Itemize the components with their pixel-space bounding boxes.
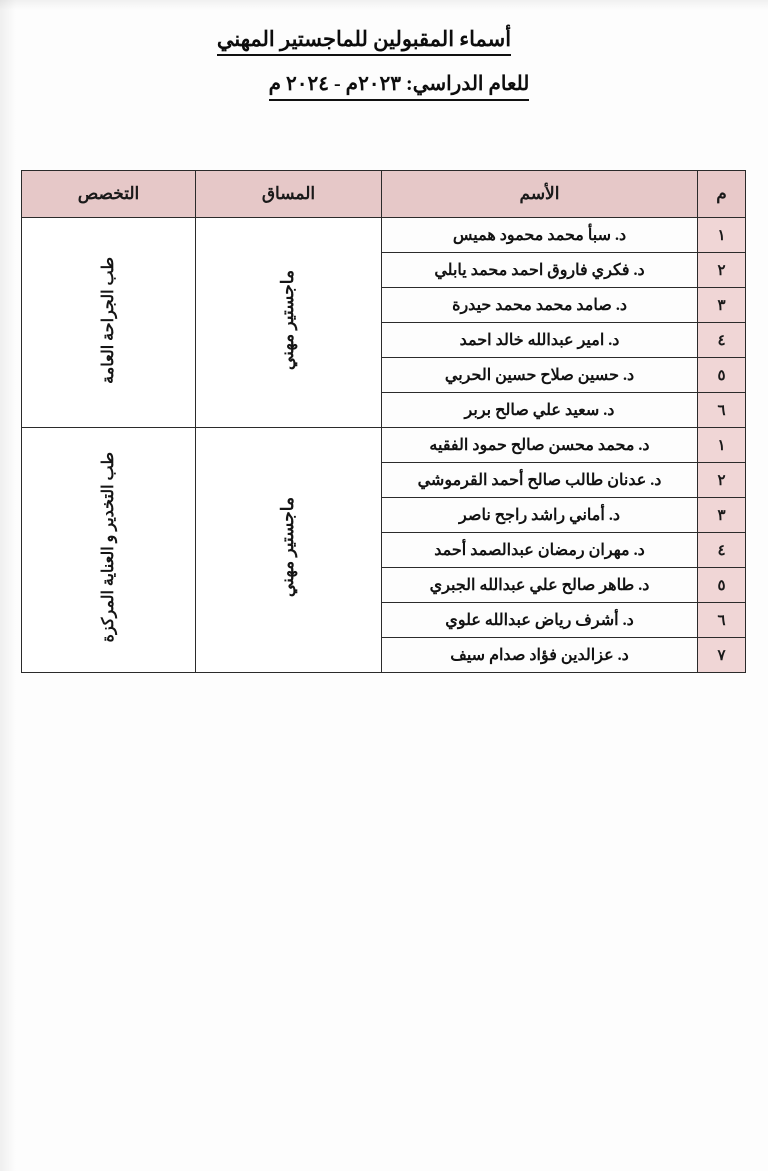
column-header-name: الأسم [382,171,698,218]
table-row [22,428,746,463]
page-title: أسماء المقبولين للماجستير المهني [217,26,511,56]
row-number: ٢ [698,253,746,288]
admitted-students-table [21,170,746,673]
row-name: د. حسين صلاح حسين الحربي [382,358,698,393]
table-header-row [22,171,746,218]
table-header [22,171,746,218]
group-major-label: طب الجراحة العامة [99,256,117,384]
group-course-cell [196,218,382,428]
admitted-students-table-wrapper [22,170,746,673]
row-name: د. سبأ محمد محمود هميس [382,218,698,253]
column-header-major: التخصص [22,171,196,218]
row-number: ٣ [698,498,746,533]
table-row [22,218,746,253]
row-name: د. محمد محسن صالح حمود الفقيه [382,428,698,463]
row-number: ٦ [698,603,746,638]
page-subtitle: للعام الدراسي: ٢٠٢٣م - ٢٠٢٤ م [269,72,530,101]
row-name: د. سعيد علي صالح بربر [382,393,698,428]
row-number: ٢ [698,463,746,498]
row-number: ١ [698,428,746,463]
row-number: ٤ [698,533,746,568]
row-name: د. أشرف رياض عبدالله علوي [382,603,698,638]
scan-edge-top [0,0,768,10]
row-number: ٧ [698,638,746,673]
row-number: ٣ [698,288,746,323]
row-name: د. فكري فاروق احمد محمد يابلي [382,253,698,288]
row-name: د. صامد محمد محمد حيدرة [382,288,698,323]
group-major-cell [22,428,196,673]
group-course-label: ماجستير مهني [278,269,298,371]
group-major-label: طب التخدير و العناية المركزة [99,452,117,643]
row-number: ٥ [698,358,746,393]
column-header-course: المساق [196,171,382,218]
group-major-cell [22,218,196,428]
row-name: د. طاهر صالح علي عبدالله الجبري [382,568,698,603]
group-course-label: ماجستير مهني [278,497,298,598]
row-number: ٥ [698,568,746,603]
row-name: د. أماني راشد راجح ناصر [382,498,698,533]
row-name: د. عزالدين فؤاد صدام سيف [382,638,698,673]
row-number: ١ [698,218,746,253]
scan-edge-left [0,0,16,1171]
row-number: ٤ [698,323,746,358]
row-number: ٦ [698,393,746,428]
row-name: د. امير عبدالله خالد احمد [382,323,698,358]
row-name: د. عدنان طالب صالح أحمد القرموشي [382,463,698,498]
document-heading [0,26,768,101]
group-course-cell [196,428,382,673]
row-name: د. مهران رمضان عبدالصمد أحمد [382,533,698,568]
table-body [22,218,746,673]
column-header-number: م [698,171,746,218]
